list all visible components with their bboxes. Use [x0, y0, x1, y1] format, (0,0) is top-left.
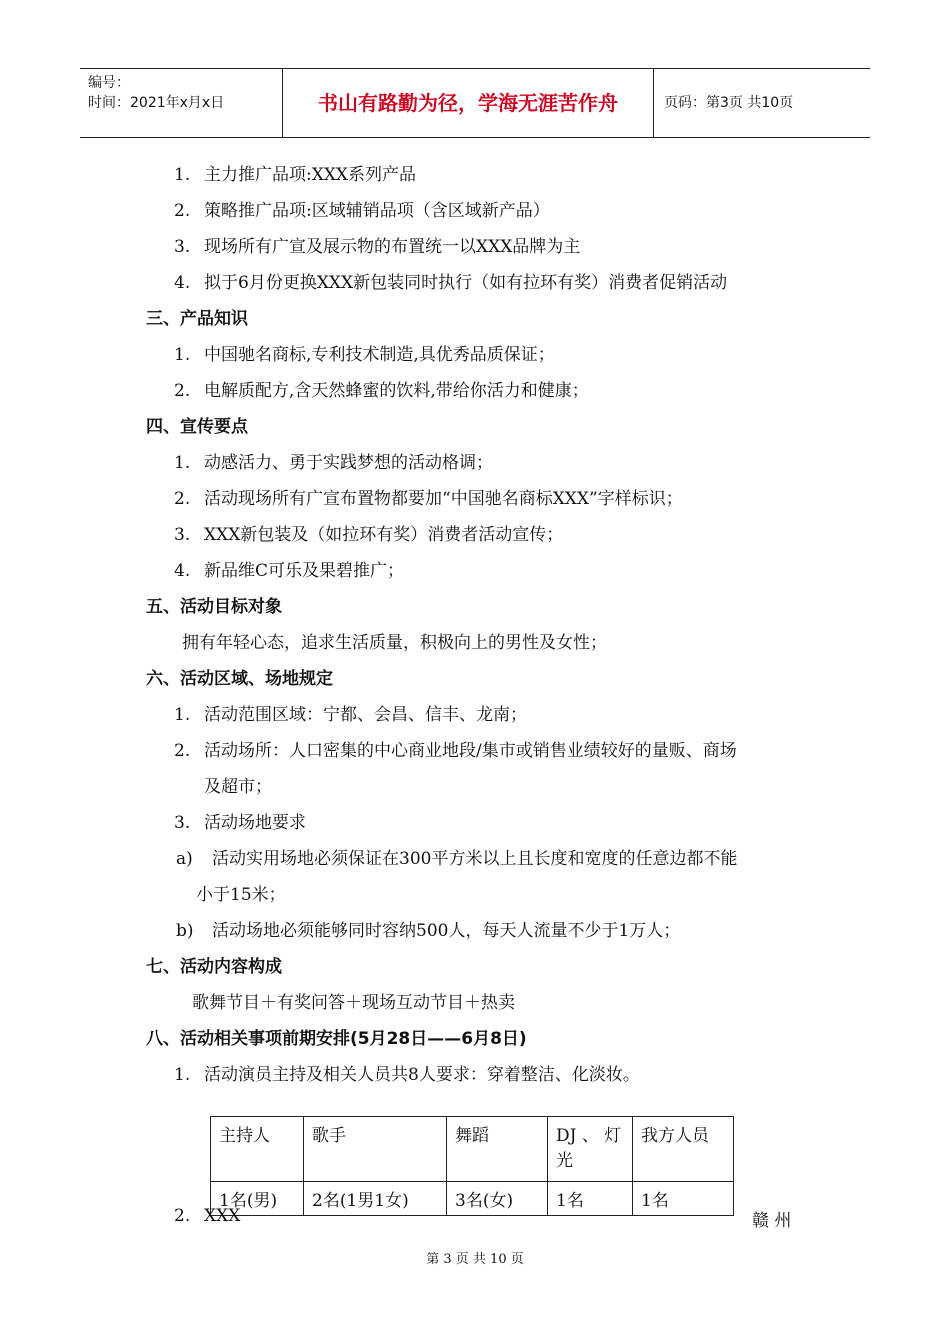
paragraph: 歌舞节目＋有奖问答＋现场互动节目＋热卖: [192, 993, 515, 1013]
section-heading: 五、活动目标对象: [146, 597, 282, 617]
list-item-tail: 赣 州: [752, 1211, 792, 1231]
section-heading: 四、宣传要点: [146, 417, 248, 437]
section-heading: 六、活动区域、场地规定: [146, 669, 333, 689]
sub-item: b) 活动场地必须能够同时容纳500人，每天人流量不少于1万人；: [176, 921, 681, 941]
table-cell: 1名: [633, 1182, 734, 1216]
sub-item: a) 活动实用场地必须保证在300平方米以上且长度和宽度的任意边都不能: [176, 849, 738, 869]
page-header: [80, 68, 870, 138]
list-item: 2. 活动场所：人口密集的中心商业地段/集市或销售业绩较好的量贩、商场: [174, 741, 737, 761]
header-time: 时间：2021年x月x日: [88, 95, 225, 111]
list-item: 3. XXX新包装及（如拉环有奖）消费者活动宣传；: [174, 525, 564, 545]
header-meta: [88, 73, 288, 113]
list-item: 2. XXX: [174, 1206, 241, 1226]
list-item: 3. 现场所有广宣及展示物的布置统一以XXX品牌为主: [174, 237, 581, 257]
table-cell: 1名(男): [211, 1182, 304, 1216]
table-row: [211, 1182, 734, 1216]
header-divider: [653, 69, 654, 137]
staff-table: [210, 1116, 734, 1216]
paragraph: 拥有年轻心态，追求生活质量，积极向上的男性及女性；: [182, 633, 607, 653]
list-item-continuation: 及超市；: [204, 777, 272, 797]
list-item: 1. 活动演员主持及相关人员共8人要求：穿着整洁、化淡妆。: [174, 1065, 640, 1085]
list-item: 4. 新品维C可乐及果碧推广；: [174, 561, 405, 581]
page-footer: 第 3 页 共 10 页: [426, 1252, 524, 1267]
section-heading: 三、产品知识: [146, 309, 248, 329]
list-item: 1. 活动范围区域：宁都、会昌、信丰、龙南；: [174, 705, 527, 725]
table-cell: 主持人: [211, 1117, 304, 1182]
list-item: 4. 拟于6月份更换XXX新包装同时执行（如有拉环有奖）消费者促销活动: [174, 273, 728, 293]
list-item: 2. 策略推广品项:区域辅销品项（含区域新产品）: [174, 201, 550, 221]
table-header-row: [211, 1117, 734, 1182]
section-heading: 八、活动相关事项前期安排(5月28日——6月8日): [146, 1029, 527, 1049]
list-item: 1. 主力推广品项:XXX系列产品: [174, 165, 417, 185]
header-number: 编号：: [88, 75, 130, 91]
table-cell: 歌手: [304, 1117, 447, 1182]
header-page-number: 页码：第3页 共10页: [664, 95, 794, 111]
table-cell: 1名: [548, 1182, 633, 1216]
list-item: 1. 中国驰名商标,专利技术制造,具优秀品质保证；: [174, 345, 555, 365]
table-cell: 3名(女): [447, 1182, 548, 1216]
list-item: 2. 电解质配方,含天然蜂蜜的饮料,带给你活力和健康；: [174, 381, 589, 401]
list-item: 2. 活动现场所有广宣布置物都要加“中国驰名商标XXX”字样标识；: [174, 489, 683, 509]
header-motto: 书山有路勤为径，学海无涯苦作舟: [318, 91, 618, 115]
table-cell: 2名(1男1女): [304, 1182, 447, 1216]
table-cell: 我方人员: [633, 1117, 734, 1182]
section-heading: 七、活动内容构成: [146, 957, 282, 977]
sub-item-continuation: 小于15米；: [196, 885, 286, 905]
table-cell: DJ 、 灯光: [548, 1117, 633, 1182]
table-cell: 舞蹈: [447, 1117, 548, 1182]
list-item: 3. 活动场地要求: [174, 813, 306, 833]
list-item: 1. 动感活力、勇于实践梦想的活动格调；: [174, 453, 493, 473]
